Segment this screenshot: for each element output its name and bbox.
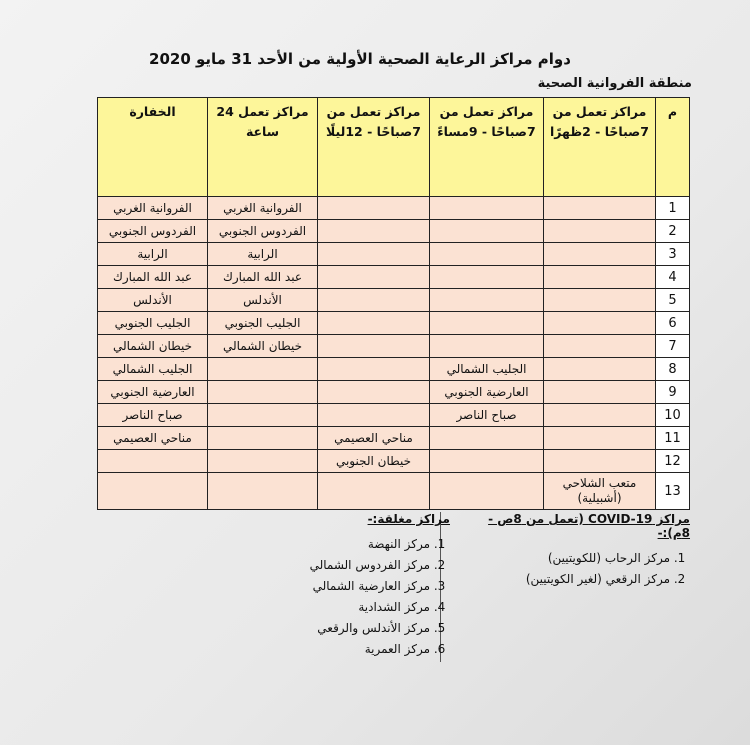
table-cell: الجليب الجنوبي — [98, 312, 208, 335]
table-cell — [544, 289, 656, 312]
table-cell: صباح الناصر — [98, 404, 208, 427]
table-row — [98, 197, 690, 220]
table-cell: الجليب الجنوبي — [208, 312, 318, 335]
closed-center-item: 2. مركز الفردوس الشمالي — [250, 555, 430, 576]
table-cell: عبد الله المبارك — [208, 266, 318, 289]
table-cell: الجليب الشمالي — [430, 358, 544, 381]
table-cell — [544, 220, 656, 243]
table-cell: العارضية الجنوبي — [98, 381, 208, 404]
closed-center-item: 5. مركز الأندلس والرقعي — [250, 618, 430, 639]
header-7am-9pm: مراكز تعمل من 7صباحًا - 9مساءً — [430, 98, 544, 197]
table-cell — [544, 243, 656, 266]
table-row — [98, 243, 690, 266]
table-cell — [544, 427, 656, 450]
table-cell — [318, 197, 430, 220]
table-cell — [544, 335, 656, 358]
table-cell — [430, 197, 544, 220]
schedule-table — [97, 97, 690, 510]
table-row — [98, 473, 690, 510]
row-number-cell: 11 — [656, 427, 690, 450]
table-cell — [318, 473, 430, 510]
table-cell — [318, 312, 430, 335]
table-row — [98, 289, 690, 312]
table-cell — [98, 450, 208, 473]
header-7am-2pm: مراكز تعمل من 7صباحًا - 2ظهرًا — [544, 98, 656, 197]
table-cell — [318, 266, 430, 289]
table-cell: متعب الشلاحي (أشبيلية) — [544, 473, 656, 510]
table-cell: الرابية — [98, 243, 208, 266]
table-cell: مناحي العصيمي — [318, 427, 430, 450]
table-cell — [430, 335, 544, 358]
row-number-cell: 9 — [656, 381, 690, 404]
table-cell: خيطان الشمالي — [208, 335, 318, 358]
covid-heading: مراكز COVID-19 (تعمل من 8ص - 8م):- — [488, 512, 690, 540]
table-cell: مناحي العصيمي — [98, 427, 208, 450]
table-row — [98, 358, 690, 381]
table-row — [98, 220, 690, 243]
table-body — [98, 197, 690, 510]
closed-list — [250, 534, 450, 660]
covid-center-item: 2. مركز الرقعي (لغير الكويتيين) — [465, 569, 670, 590]
table-cell: الرابية — [208, 243, 318, 266]
table-cell — [208, 358, 318, 381]
table-cell — [318, 358, 430, 381]
table-cell: الأندلس — [98, 289, 208, 312]
table-cell — [208, 450, 318, 473]
table-cell — [98, 473, 208, 510]
table-cell: الجليب الشمالي — [98, 358, 208, 381]
row-number-cell: 10 — [656, 404, 690, 427]
table-row — [98, 335, 690, 358]
table-cell — [544, 266, 656, 289]
table-cell — [208, 473, 318, 510]
table-cell: الأندلس — [208, 289, 318, 312]
table-row — [98, 266, 690, 289]
table-cell — [430, 450, 544, 473]
row-number-cell: 5 — [656, 289, 690, 312]
table-row — [98, 404, 690, 427]
center-lists — [240, 512, 690, 662]
closed-center-item: 1. مركز النهضة — [250, 534, 430, 555]
table-cell — [430, 427, 544, 450]
table-cell — [430, 312, 544, 335]
header-night-shift: الخفارة — [98, 98, 208, 197]
table-row — [98, 427, 690, 450]
table-cell — [430, 289, 544, 312]
covid-centers — [465, 512, 690, 590]
closed-center-item: 3. مركز العارضية الشمالي — [250, 576, 430, 597]
table-cell: عبد الله المبارك — [98, 266, 208, 289]
table-cell — [318, 335, 430, 358]
table-cell: خيطان الشمالي — [98, 335, 208, 358]
table-cell — [208, 404, 318, 427]
row-number-cell: 1 — [656, 197, 690, 220]
row-number-cell: 12 — [656, 450, 690, 473]
row-number-cell: 13 — [656, 473, 690, 510]
header-number: م — [656, 98, 690, 197]
table-cell — [318, 243, 430, 266]
covid-center-item: 1. مركز الرحاب (للكويتيين) — [465, 548, 670, 569]
table-header-row — [98, 98, 690, 197]
row-number-cell: 7 — [656, 335, 690, 358]
table-cell — [430, 266, 544, 289]
closed-heading: مراكز مغلقة:- — [367, 512, 450, 526]
table-cell — [430, 473, 544, 510]
table-cell: صباح الناصر — [430, 404, 544, 427]
table-cell — [318, 404, 430, 427]
table-row — [98, 450, 690, 473]
table-cell: خيطان الجنوبي — [318, 450, 430, 473]
table-cell — [208, 381, 318, 404]
row-number-cell: 3 — [656, 243, 690, 266]
table-cell — [544, 358, 656, 381]
table-cell: الفردوس الجنوبي — [208, 220, 318, 243]
document-title: دوام مراكز الرعاية الصحية الأولية من الأحد 31 مايو 2020 — [149, 50, 571, 68]
table-cell — [318, 289, 430, 312]
table-row — [98, 381, 690, 404]
table-cell — [430, 243, 544, 266]
closed-center-item: 6. مركز العمرية — [250, 639, 430, 660]
table-cell — [318, 381, 430, 404]
table-cell — [318, 220, 430, 243]
region-subtitle: منطقة الفروانية الصحية — [537, 76, 692, 91]
row-number-cell: 2 — [656, 220, 690, 243]
header-7am-12am: مراكز تعمل من 7صباحًا - 12ليلًا — [318, 98, 430, 197]
row-number-cell: 8 — [656, 358, 690, 381]
table-cell: الفردوس الجنوبي — [98, 220, 208, 243]
table-cell — [544, 197, 656, 220]
header-24-hours: مراكز تعمل 24 ساعة — [208, 98, 318, 197]
table-row — [98, 312, 690, 335]
row-number-cell: 4 — [656, 266, 690, 289]
table-cell: الفروانية الغربي — [208, 197, 318, 220]
closed-centers — [250, 512, 450, 660]
table-cell — [544, 450, 656, 473]
table-cell: الفروانية الغربي — [98, 197, 208, 220]
closed-center-item: 4. مركز الشدادية — [250, 597, 430, 618]
row-number-cell: 6 — [656, 312, 690, 335]
table-cell — [544, 404, 656, 427]
table-cell — [544, 312, 656, 335]
table-cell — [544, 381, 656, 404]
covid-list — [465, 548, 690, 590]
table-cell — [430, 220, 544, 243]
table-cell: العارضية الجنوبي — [430, 381, 544, 404]
table-cell — [208, 427, 318, 450]
